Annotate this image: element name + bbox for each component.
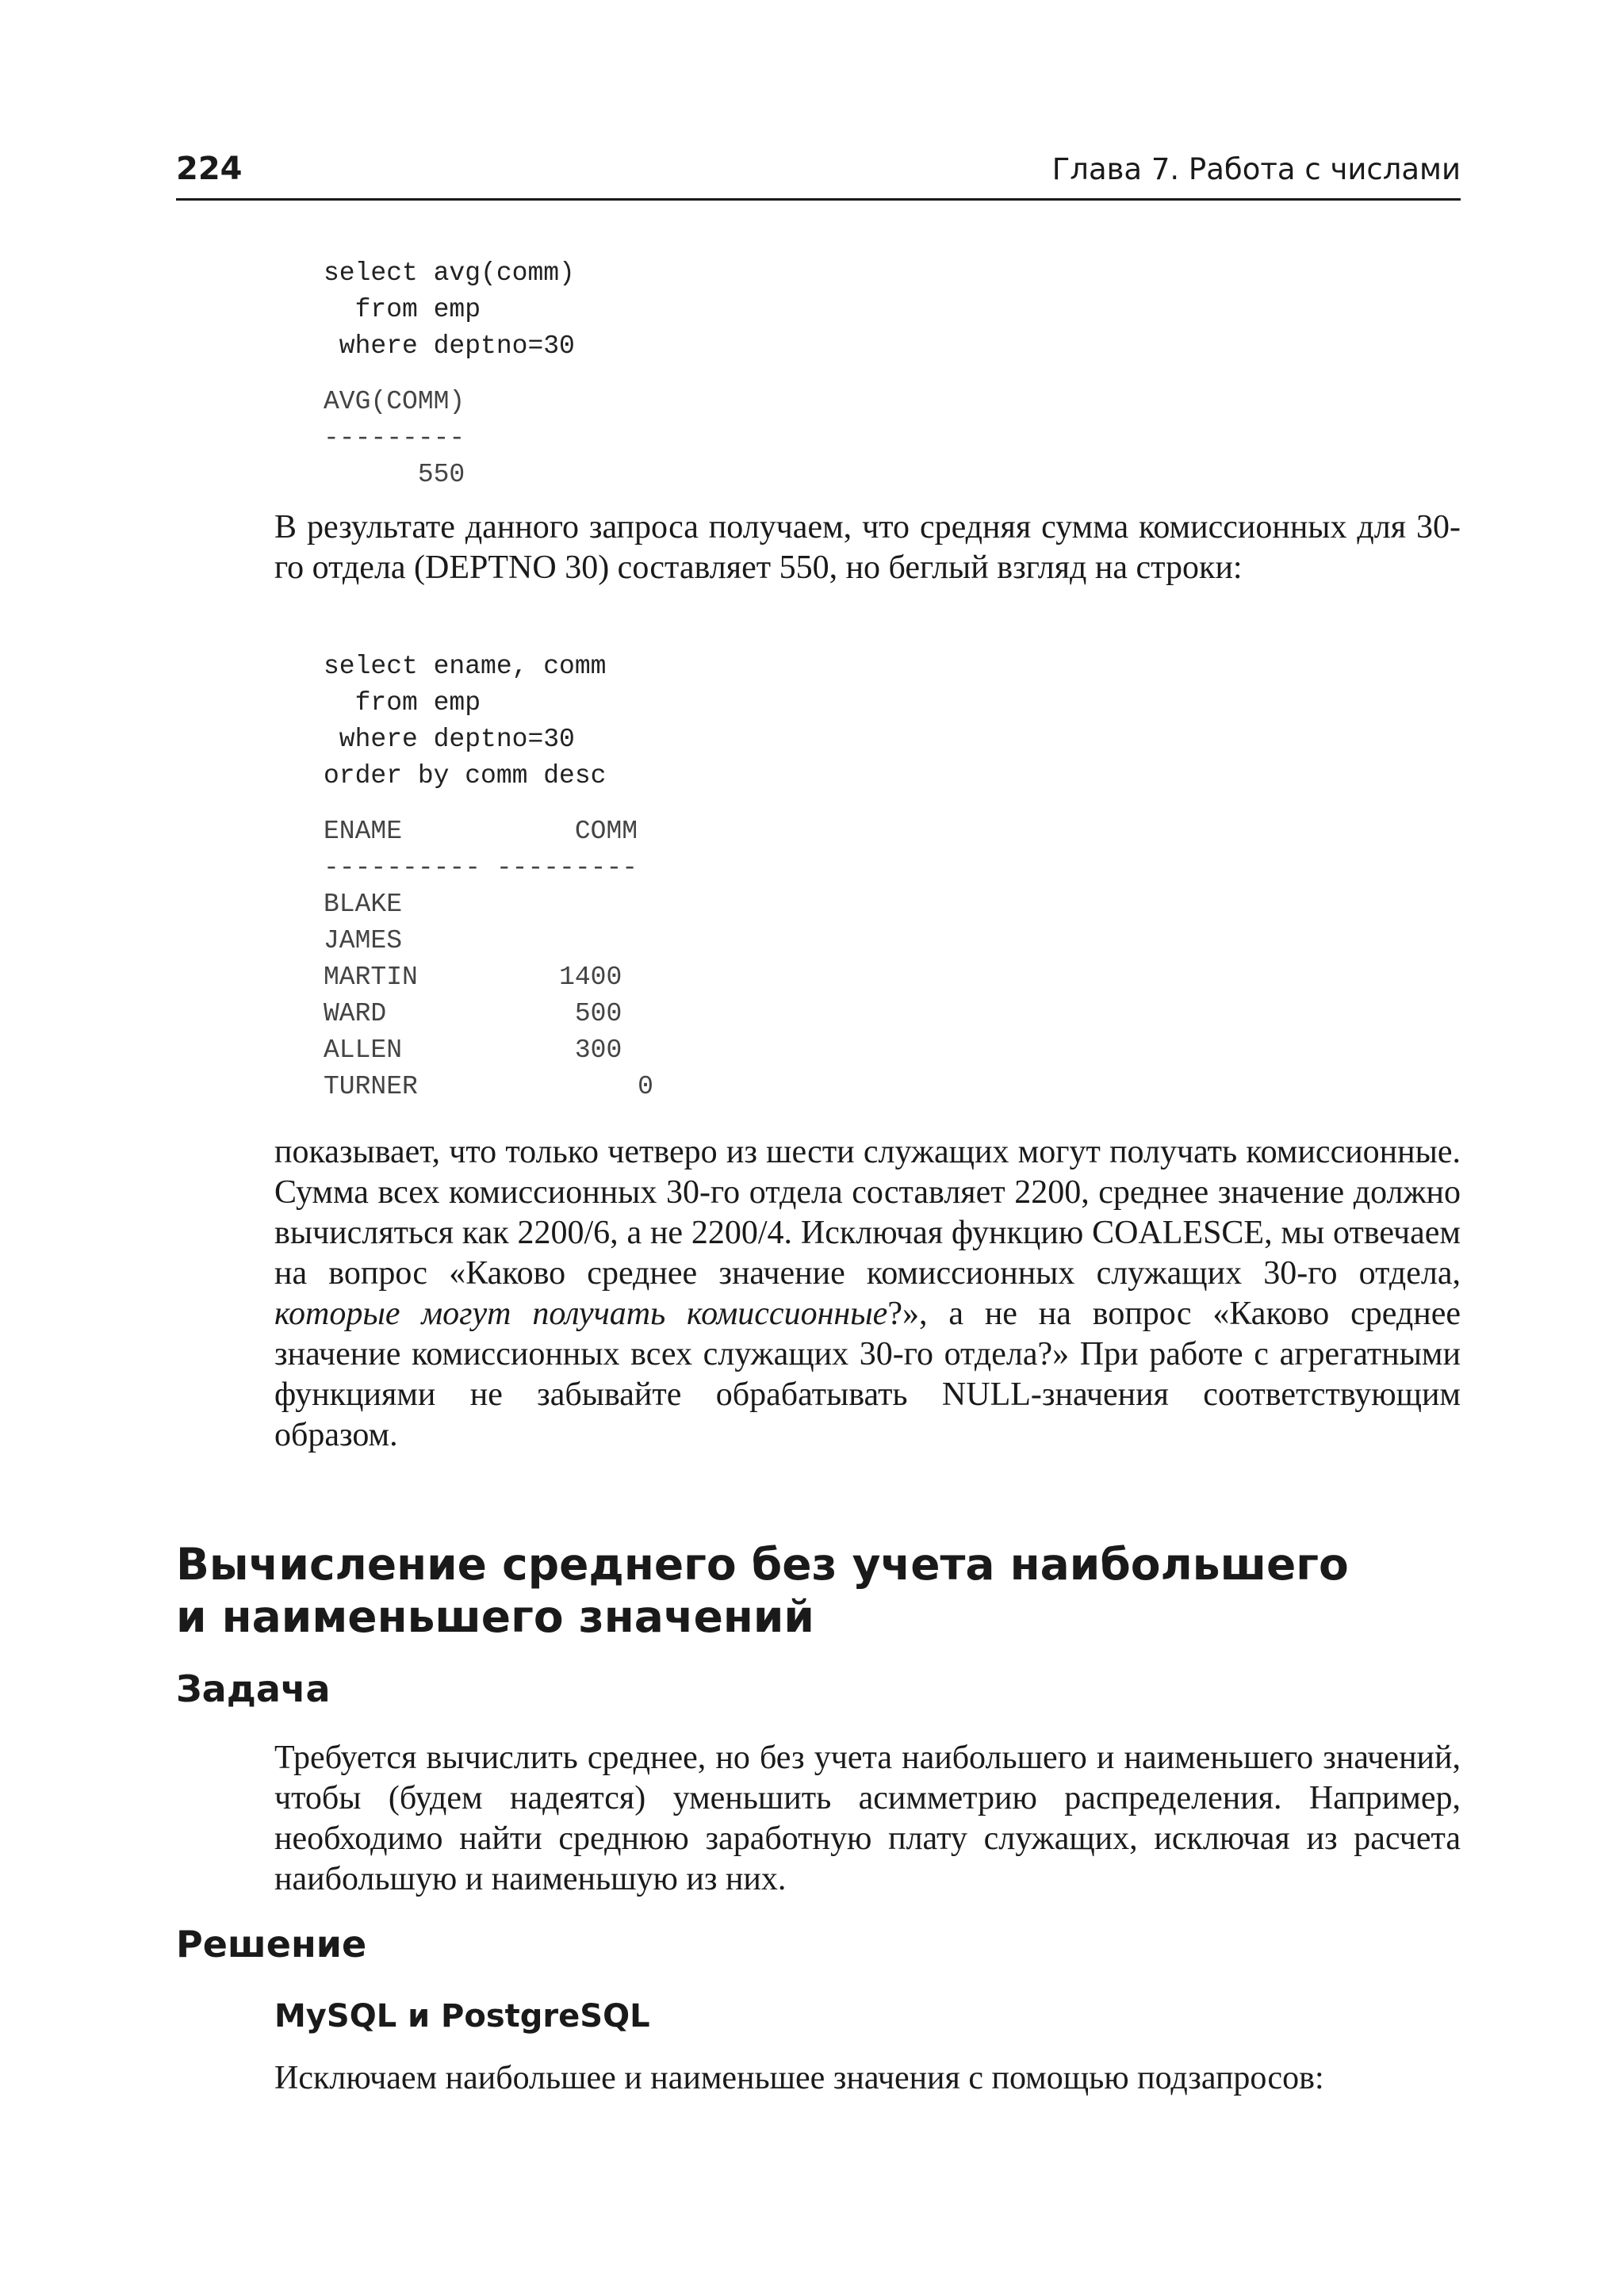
paragraph-null-explanation xyxy=(274,1132,1461,1456)
paragraph-text: ?», а не на вопрос «Каково среднее значение комиссионных всех служащих 30-го отдела?» При работе с агрегатными функциями не забывайте обрабатывать NULL-значения соответствующим образом. xyxy=(274,1296,1461,1453)
page-number: 224 xyxy=(176,151,243,187)
solution-paragraph: Исключаем наибольшее и наименьшее значения с помощью подзапросов: xyxy=(274,2060,1324,2096)
result-col-ename: ENAME xyxy=(324,817,403,846)
paragraph-avg-result: В результате данного запроса получаем, что средняя сумма комиссионных для 30-го отдела (DEPTNO 30) составляет 550, но беглый взгляд на строки: xyxy=(274,509,1461,586)
result-row-comm: 500 xyxy=(574,999,622,1028)
result-row-ename: MARTIN xyxy=(324,963,418,992)
code-line: select ename, comm xyxy=(324,652,607,681)
section-title-line: и наименьшего значений xyxy=(176,1591,814,1642)
result-separator: ---------- --------- xyxy=(324,853,638,882)
code-line: where deptno=30 xyxy=(324,331,575,361)
running-head xyxy=(176,143,1461,201)
result-row-ename: ALLEN xyxy=(324,1035,403,1065)
code-line: from emp xyxy=(324,688,481,718)
query-result-table xyxy=(324,813,653,1105)
query-result-avg-comm xyxy=(324,384,465,493)
section-title xyxy=(176,1538,1349,1643)
mysql-postgresql-subheading: MySQL и PostgreSQL xyxy=(274,1998,650,2035)
task-paragraph: Требуется вычислить среднее, но без учета наибольшего и наименьшего значений, чтобы (будем надеятся) уменьшить асимметрию распределения. Например, необходимо найти среднюю заработную плату служащих, исключая из расчета наибольшую и наименьшую из них. xyxy=(274,1740,1461,1897)
result-row-ename: TURNER xyxy=(324,1072,418,1101)
result-value: 550 xyxy=(324,460,465,489)
solution-heading: Решение xyxy=(176,1923,367,1966)
code-line: select avg(comm) xyxy=(324,258,575,288)
code-line: where deptno=30 xyxy=(324,725,575,754)
result-col-comm: COMM xyxy=(574,817,638,846)
section-title-line: Вычисление среднего без учета наибольшего xyxy=(176,1539,1349,1590)
paragraph-text: показывает, что только четверо из шести служащих могут получать комиссионные. Сумма всех комиссионных 30-го отдела составляет 2200, среднее значение должно вычисляться как 2200/6, а не 2200/4. Исключая функцию COALESCE, мы отвечаем на вопрос «Каково среднее значение комиссионных служащих 30-го отдела, xyxy=(274,1134,1461,1292)
result-row-comm: 300 xyxy=(574,1035,622,1065)
code-line: order by comm desc xyxy=(324,761,607,790)
result-row-ename: JAMES xyxy=(324,926,403,955)
sql-query-avg-comm xyxy=(324,255,575,365)
result-row-ename: WARD xyxy=(324,999,387,1028)
chapter-title: Глава 7. Работа с числами xyxy=(1051,152,1461,186)
result-separator: --------- xyxy=(324,423,465,453)
paragraph-emphasis: которые могут получать комиссионные xyxy=(274,1296,888,1332)
result-row-comm: 0 xyxy=(638,1072,653,1101)
result-row-comm: 1400 xyxy=(559,963,622,992)
result-row-ename: BLAKE xyxy=(324,890,403,919)
code-line: from emp xyxy=(324,295,481,324)
task-heading: Задача xyxy=(176,1667,331,1710)
result-header: AVG(COMM) xyxy=(324,387,465,416)
sql-query-ename-comm xyxy=(324,649,606,794)
